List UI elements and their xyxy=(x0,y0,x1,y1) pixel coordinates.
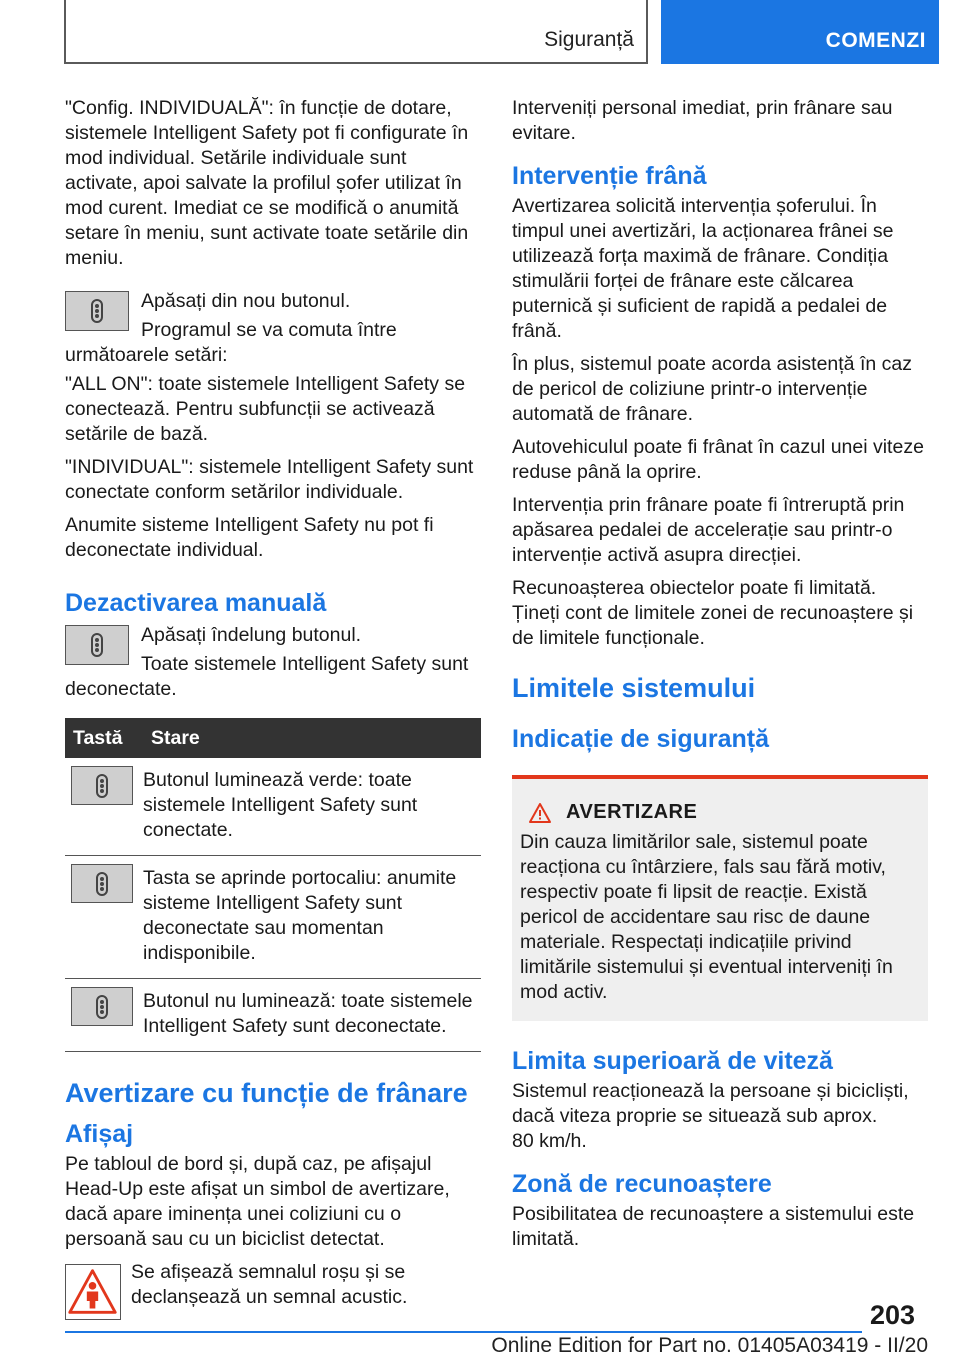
intelligent-safety-button-icon xyxy=(71,864,133,903)
right-column xyxy=(512,96,928,1260)
warning-title xyxy=(528,801,920,824)
intelligent-safety-button-icon xyxy=(71,766,133,805)
red-signal-block xyxy=(65,1260,481,1320)
table-row xyxy=(65,856,481,979)
warning-triangle-icon xyxy=(528,802,552,824)
intervene-text: Interveniți personal imediat, prin frânare sau evitare. xyxy=(512,97,893,144)
press-hold-text: Apăsați îndelung butonul. xyxy=(141,624,362,646)
press-again-text: Apăsați din nou butonul. xyxy=(141,290,351,312)
left-column xyxy=(65,96,481,1320)
table-row xyxy=(65,979,481,1052)
display-heading: Afișaj xyxy=(65,1120,134,1148)
display-text: Pe tabloul de bord și, după caz, pe afișajul Head-Up este afișat un simbol de avertizare, dacă apare iminența unei coliziuni cu o persoană sau cu un biciclist detectat. xyxy=(65,1153,450,1250)
table-header-key: Tastă xyxy=(65,718,143,758)
table-row xyxy=(65,758,481,856)
safety-note-heading: Indicație de siguranță xyxy=(512,725,770,753)
header-section-box xyxy=(64,0,648,64)
table-header-state: Stare xyxy=(143,718,481,758)
all-disconnected-text: Toate sistemele Intelligent Safety sunt deconectate. xyxy=(65,653,469,700)
press-hold-block xyxy=(65,623,481,702)
table-cell-state: Butonul luminează verde: toate sistemele Intelligent Safety sunt conectate. xyxy=(143,758,481,856)
brake-warning-heading: Avertizare cu funcție de frânare xyxy=(65,1078,468,1108)
brake-p5: Recunoașterea obiectelor poate fi limitată. Țineți cont de limitele zonei de recunoaștere și de limitele funcționale. xyxy=(512,577,914,649)
intelligent-safety-button-icon xyxy=(65,625,129,665)
page-number: 203 xyxy=(870,1300,916,1330)
speed-value: 80 km/h. xyxy=(512,1130,587,1152)
red-signal-text: Se afișează semnalul roșu și se declanșează un semnal acustic. xyxy=(131,1261,408,1308)
warning-box xyxy=(512,775,928,1021)
button-state-table xyxy=(65,718,481,1052)
config-paragraph: "Config. INDIVIDUALĂ": în funcție de dotare, sistemele Intelligent Safety pot fi configurate în mod individual. Setările individuale sunt activate, apoi salvate la profilul șofer utilizat în mod curent. Imediat ce se modifică o anumită setare în meniu, sunt activate toate setările din meniu. xyxy=(65,97,469,269)
brake-p2: În plus, sistemul poate acorda asistență în caz de pericol de coliziune printr-o intervenție automată de frânare. xyxy=(512,353,912,425)
all-on-text: "ALL ON": toate sistemele Intelligent Safety se conectează. Pentru subfuncții se activează setările de bază. xyxy=(65,373,466,445)
speed-text xyxy=(512,1079,928,1154)
system-limits-heading: Limitele sistemului xyxy=(512,673,756,703)
footer-divider xyxy=(65,1331,862,1333)
recognition-zone-heading: Zonă de recunoaștere xyxy=(512,1170,772,1198)
brake-p4: Intervenția prin frânare poate fi întreruptă prin apăsarea pedalei de accelerație sau printr-o intervenție activă asupra direcției. xyxy=(512,494,905,566)
zone-text: Posibilitatea de recunoaștere a sistemului este limitată. xyxy=(512,1203,915,1250)
table-cell-state: Butonul nu luminează: toate sistemele Intelligent Safety sunt deconectate. xyxy=(143,979,481,1052)
speed-text-main: Sistemul reacționează la persoane și bicicliști, dacă viteza proprie se situează sub aprox. xyxy=(512,1080,909,1127)
header-chapter-title: COMENZI xyxy=(825,29,926,52)
warning-text: Din cauza limitărilor sale, sistemul poate reacționa cu întârziere, fals sau fără motiv, respectiv poate fi lipsit de reacție. Există pericol de accidentare sau risc de daune materiale. Respectați indicațiile privind limitările sistemului și eventual interveniți în mod activ. xyxy=(520,831,893,1003)
brake-p1: Avertizarea solicită intervenția șoferului. În timpul unei avertizări, la acționarea frânei se utilizează forța maximă de frânare. Condiția stimulării forței de frânare este călcarea puternică și suficient de rapidă a pedalei de frână. xyxy=(512,195,894,342)
intelligent-safety-button-icon xyxy=(65,291,129,331)
individual-text: "INDIVIDUAL": sistemele Intelligent Safety sunt conectate conform setărilor individuale. xyxy=(65,456,474,503)
press-again-block xyxy=(65,289,481,368)
footer-edition: Online Edition for Part no. 01405A03419 - II/20 xyxy=(491,1334,928,1357)
toggle-intro-text: Programul se va comuta între următoarele setări: xyxy=(65,319,397,366)
warning-title-text: AVERTIZARE xyxy=(566,801,698,823)
brake-p3: Autovehiculul poate fi frânat în cazul unei viteze reduse până la oprire. xyxy=(512,436,924,483)
speed-limit-heading: Limita superioară de viteză xyxy=(512,1047,833,1075)
pedestrian-warning-icon xyxy=(65,1264,121,1320)
header-section-title: Siguranță xyxy=(544,28,634,51)
header-chapter-box xyxy=(661,0,939,64)
intelligent-safety-button-icon xyxy=(71,987,133,1026)
manual-off-heading: Dezactivarea manuală xyxy=(65,589,327,617)
table-cell-state: Tasta se aprinde portocaliu: anumite sisteme Intelligent Safety sunt deconectate sau momentan indisponibile. xyxy=(143,856,481,979)
some-systems-text: Anumite sisteme Intelligent Safety nu pot fi deconectate individual. xyxy=(65,514,434,561)
brake-intervention-heading: Intervenție frână xyxy=(512,162,707,190)
